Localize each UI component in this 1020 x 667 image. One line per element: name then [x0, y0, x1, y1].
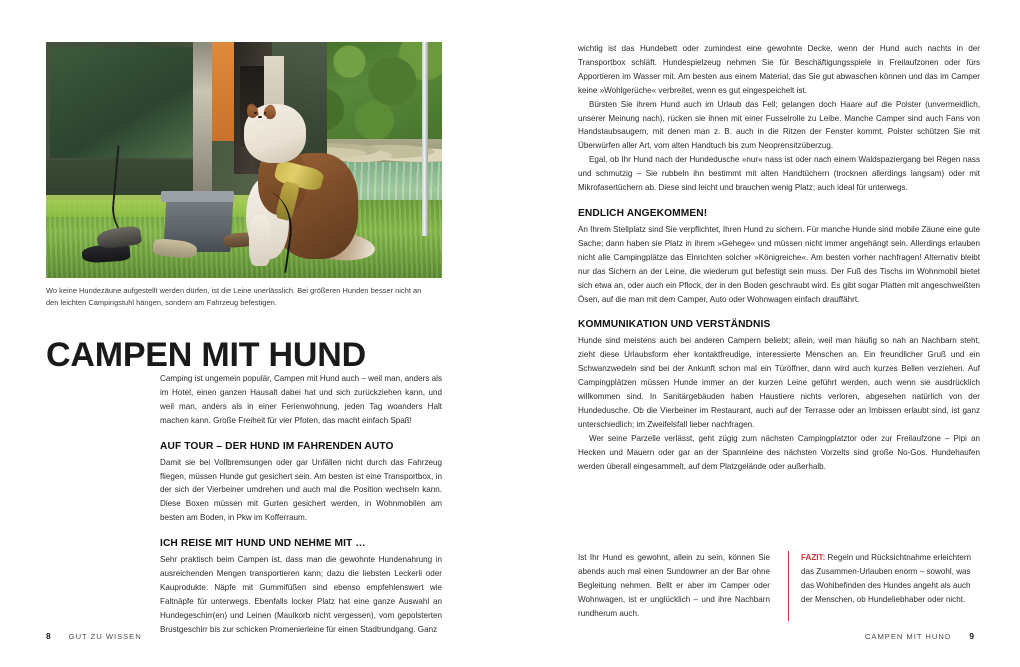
- page-number-right: 9: [969, 631, 974, 641]
- section-heading-kommunikation: KOMMUNIKATION UND VERSTÄNDNIS: [578, 319, 771, 331]
- fazit-text: Regeln und Rücksichtnahme erleichtern das Zusammen-Urlauben enorm – sowohl, was das Wohlbefinden des Hundes angeht als auch der Menschen, ob Hundeliebhaber oder nicht.: [801, 553, 972, 604]
- dog: [232, 101, 375, 273]
- right-text-column: [578, 42, 980, 473]
- dog-head: [244, 104, 307, 163]
- right-page: [510, 0, 1020, 667]
- section-heading-auf-tour: AUF TOUR – DER HUND IM FAHRENDEN AUTO: [160, 440, 394, 452]
- final-paragraph: Ist Ihr Hund es gewohnt, allein zu sein, können Sie abends auch mal einen Sundowner an der Bar ohne Begleitung nehmen. Bellt er aber im Camper oder Wohnwagen, ist er unglücklich – und ihre Nachbarn rundherum auch.: [578, 553, 770, 618]
- awning-pole: [422, 42, 428, 236]
- continuation-paragraph: wichtig ist das Hundebett oder zumindest eine gewohnte Decke, wenn der Hund auch nachts in der Transportbox schläft. Hundespielzeug nehmen Sie für Beschäftigungsspiele in Freilaufzonen oder fürs Apportieren im Wasser mit. Am besten aus einem Material, das Sie gut abwaschen können und das im Camper keine »Wohlgerüche« verbreitet, wenn es gut eingespeichelt ist.: [578, 44, 980, 95]
- section-auf-tour-text: Damit sie bei Vollbremsungen oder gar Unfällen nicht durch das Fahrzeug fliegen, müssen Hunde gut gesichert sein. Am besten ist eine Transportbox, in der sich der Vierbeiner umdrehen und auch mal die Position wechseln kann. Diese Boxen müssen mit Gurten gesichert werden, in Wohnmobilen am besten am Boden, in Pkw im Kofferraum.: [160, 457, 442, 523]
- section-endlich-text: An Ihrem Stellplatz sind Sie verpflichtet, Ihren Hund zu sichern. Für manche Hunde sind mobile Zäune eine gute Sache; dann haben sie Platz in ihrem »Gehege« und müssen nicht immer angehängt sein. Allerdings erlauben nicht alle Campingplätze das Einrichten solcher »Königreiche«. Am besten vorher nachfragen! Alternativ bleibt nur das Sichern an der Leine, die wiederum gut befestigt sein muss. Der Fuß des Tischs im Wohnmobil bietet sich etwa an, oder auch ein Pflock, der in den Boden geschraubt wird. Es gibt sogar Platten mit angeschweißten Ösen, auf die man mit dem Camper, Auto oder Wohnwagen einfach drauffährt.: [578, 224, 980, 304]
- fazit-label: FAZIT:: [801, 553, 826, 562]
- section-ich-reise-text: Sehr praktisch beim Campen ist, dass man die gewohnte Hundenahrung in ausreichenden Mengen transportieren kann; dazu die liebsten Leckerli oder Kauprodukte. Näpfe mit Gummifüßen sind ebenso empfehlenswert wie Faltnäpfe für unterwegs. Ebenfalls locker Platz hat eine ganze Auswahl an Hundegeschirr(en) und Leinen (Maulkorb nicht vergessen), vom gepolsterten Brustgeschirr bis zur schicken Promenierleine für einen Stadtrundgang. Ganz: [160, 555, 442, 634]
- van-window: [50, 47, 193, 158]
- footer-section-label-left: GUT ZU WISSEN: [68, 631, 142, 641]
- van-door-frame: [193, 42, 213, 207]
- footer-left: [46, 631, 142, 641]
- paragraph-egal: Egal, ob Ihr Hund nach der Hundedusche »nur« nass ist oder nach einem Waldspaziergang bei Regen nass und schmutzig – Sie rubbeln ihn bestimmt mit alten Handtüchern (trocknen allerdings langsam) oder mit Mikrofasertüchern ab. Diese sind leicht und brauchen wenig Platz; auch ideal für unterwegs.: [578, 155, 980, 193]
- paragraph-buersten: Bürsten Sie ihrem Hund auch im Urlaub das Fell; gelangen doch Haare auf die Polster (unvermeidlich, unserer Meinung nach), rücken sie ihnen mit einer Fusselrolle zu Leibe. Manche Camper sind auch Fans von Handstaubsaugern, mit denen man z. B. auch in die Ritzen der Fenster kommt. Polster schützen Sie mit Überwürfen aller Art, vom alten Handtuch bis zum Neoprensitzüberzug.: [578, 99, 980, 151]
- photo-caption: Wo keine Hundezäune aufgestellt werden dürfen, ist die Leine unerlässlich. Bei größeren Hunden besser nicht an den leichten Campingstuhl hängen, sondern am Fahrzeug befestigen.: [46, 286, 422, 307]
- bottom-two-columns: [578, 551, 980, 621]
- bottom-column-text: [578, 551, 770, 621]
- photo-illustration: [46, 42, 442, 278]
- footer-section-label-right: CAMPEN MIT HUND: [864, 631, 952, 641]
- section-kommunikation-text: Hunde sind meistens auch bei anderen Campern beliebt; allein, weil man häufig so nah an Nachbarn steht, zieht diese Urlaubsform eher kontaktfreudige, interessierte Menschen an. Ein freundlicher Gruß und ein Schwanzwedeln sind bei der Ankunft schon mal ein Türöffner, dann wird auch kurzes Bellen verziehen. Auf Campingplätzen müssen Hunde immer an der kurzen Leine geführt werden, auch wenn sie ausdrücklich willkommen sind. In Sanitärgebäuden haben Haustiere nichts verloren, abgesehen natürlich von der Hundedusche. Ob die Vierbeiner im Restaurant, auch auf der Terrasse oder an Imbissen erlaubt sind, ist ganz unterschiedlich; im Zweifelsfall lieber nachfragen.: [578, 336, 980, 429]
- fazit-paragraph: [801, 551, 980, 607]
- page-number-left: 8: [46, 631, 51, 641]
- section-heading-endlich-angekommen: ENDLICH ANGEKOMMEN!: [578, 207, 708, 219]
- section-heading-ich-reise: ICH REISE MIT HUND UND NEHME MIT …: [160, 538, 366, 550]
- fazit-box: [788, 551, 980, 621]
- article-headline: CAMPEN MIT HUND: [46, 335, 366, 374]
- van-orange-panel: [212, 42, 234, 141]
- left-text-column: [160, 372, 442, 637]
- paragraph-parzelle: Wer seine Parzelle verlässt, geht zügig zum nächsten Campingplatztor oder zur Freilaufzone – Pipi an Hecken und Mauern oder gar an der Spannleine des nächsten Vorzelts sind große No-Gos. Hundehaufen werden überall eingesammelt, auf dem Platzgelände oder außerhalb.: [578, 433, 980, 471]
- footer-right: [865, 631, 974, 641]
- intro-paragraph: Camping ist ungemein populär, Campen mit Hund auch – weil man, anders als im Hotel, einen ganzen Hausalt dabei hat und sich zurückziehen kann, und weil man, anders als in einer Ferienwohnung, jeden Tag woanders Halt machen kann. Große Freiheit für vier Pfoten, das macht einfach Spaß!: [160, 374, 442, 425]
- article-photo: [46, 42, 442, 278]
